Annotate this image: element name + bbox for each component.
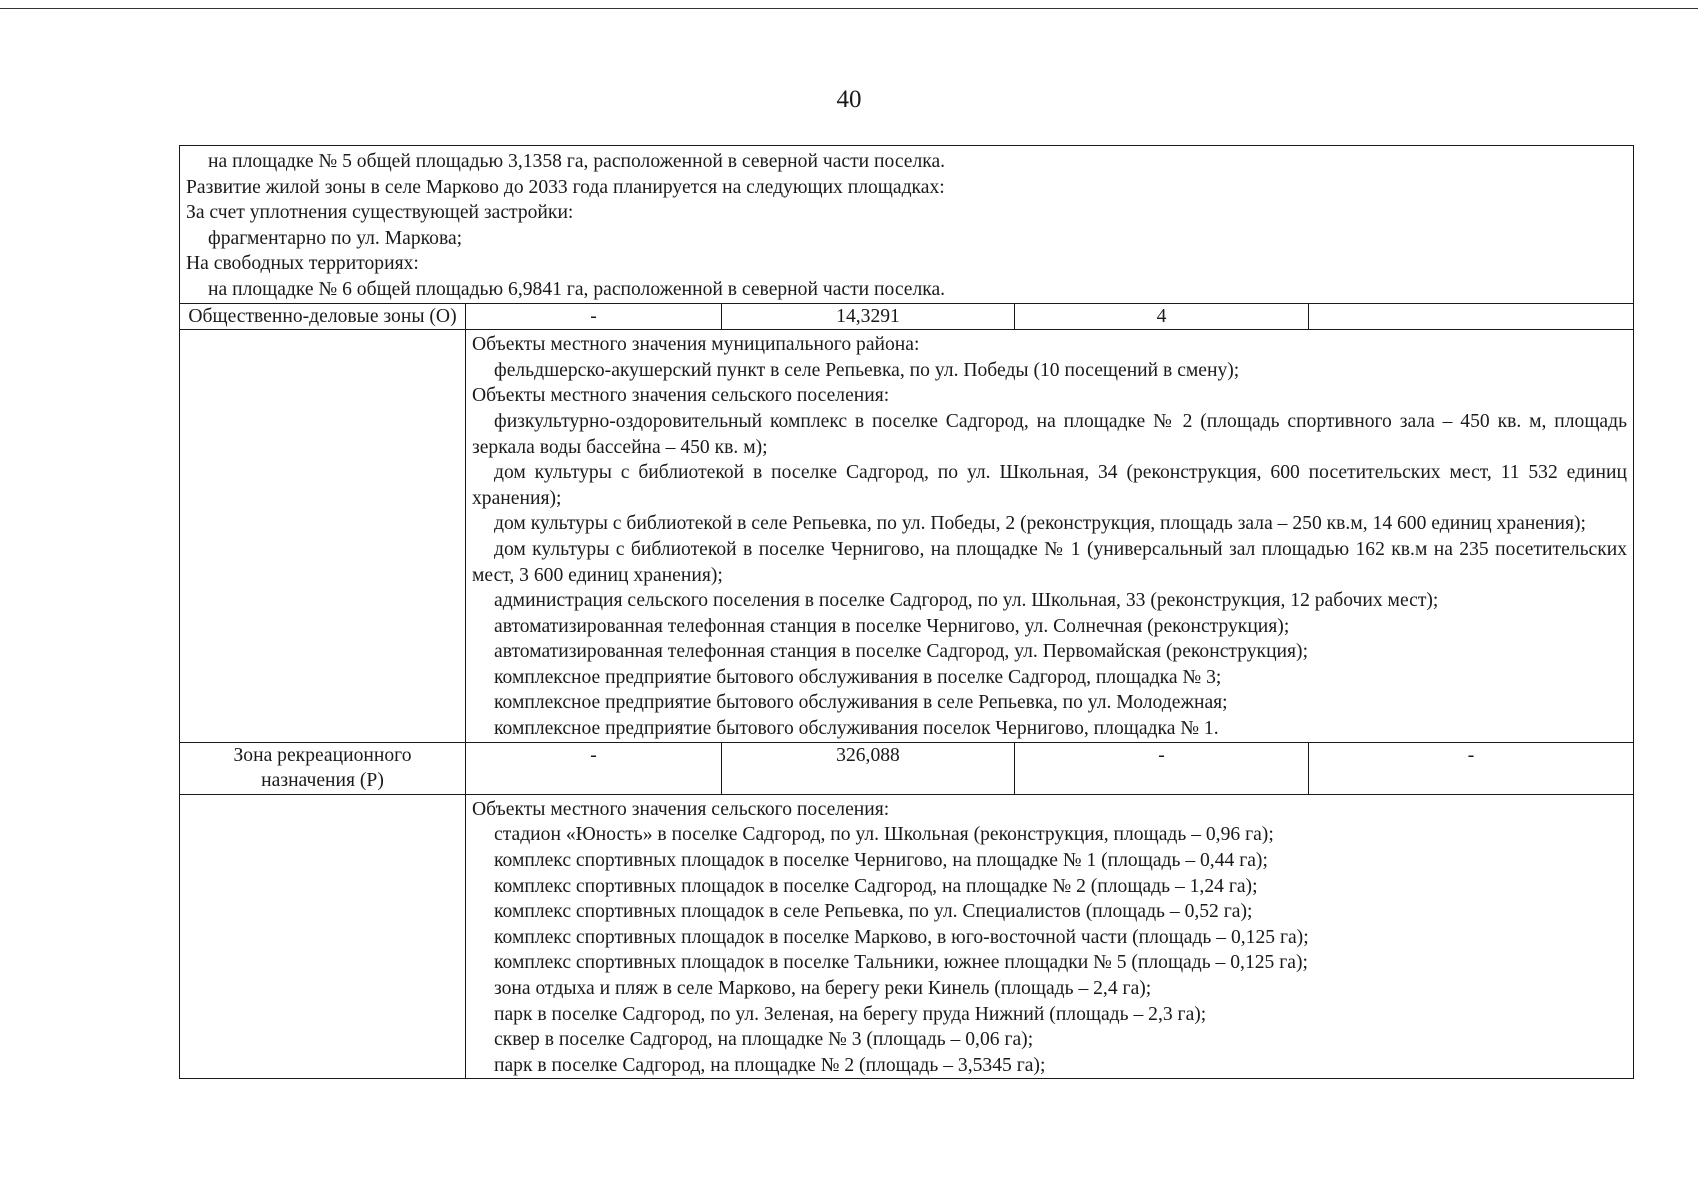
text-line: автоматизированная телефонная станция в поселке Чернигово, ул. Солнечная (реконструкция); [494, 615, 1290, 637]
text-line: комплексное предприятие бытового обслуживания в селе Репьевка, по ул. Молодежная; [494, 692, 1228, 714]
intro-row [180, 146, 1634, 304]
intro-cell [180, 146, 1634, 304]
page-number: 40 [836, 86, 862, 113]
text-line: фельдшерско-акушерский пункт в селе Репьевка, по ул. Победы (10 посещений в смену); [494, 359, 1240, 381]
zone-value-cell [1309, 303, 1634, 330]
text-line: комплекс спортивных площадок в поселке Чернигово, на площадке № 1 (площадь – 0,44 га); [494, 850, 1268, 872]
text-line: комплекс спортивных площадок в поселке Садгород, на площадке № 2 (площадь – 1,24 га); [494, 875, 1258, 897]
text-line: На свободных территориях: [186, 253, 419, 275]
text-line: парк в поселке Садгород, по ул. Зеленая, на берегу пруда Нижний (площадь – 2,3 га); [494, 1003, 1207, 1025]
zone-details-cell [466, 794, 1634, 1079]
zone-row-recreation [180, 742, 1634, 794]
text-line: дом культуры с библиотекой в поселке Чернигово, на площадке № 1 (универсальный зал площадью 162 кв.м на 235 посетительских мест, 3 600 единиц хранения); [472, 538, 1628, 586]
text-line: комплекс спортивных площадок в поселке Марково, в юго-восточной части (площадь – 0,125 га); [494, 926, 1309, 948]
zoning-table [179, 145, 1634, 1079]
text-line: комплекс спортивных площадок в поселке Тальники, южнее площадки № 5 (площадь – 0,125 га); [494, 952, 1308, 974]
zone-details-cell [466, 330, 1634, 743]
top-edge-rule [0, 8, 1698, 9]
text-line: зона отдыха и пляж в селе Марково, на берегу реки Кинель (площадь – 2,4 га); [494, 978, 1152, 999]
zone-row-public-business [180, 303, 1634, 330]
zone-value-cell: 4 [1015, 303, 1309, 330]
zone-value-cell: - [466, 742, 722, 794]
text-line: администрация сельского поселения в поселке Садгород, по ул. Школьная, 33 (реконструкция, 12 рабочих мест); [494, 590, 1439, 612]
zone-details-text [472, 797, 1627, 1079]
zone-details-row-recreation [180, 794, 1634, 1079]
text-line: За счет уплотнения существующей застройки: [186, 202, 574, 224]
intro-text-block [186, 149, 1627, 303]
zone-name-cell: Зона рекреационного назначения (Р) [180, 742, 466, 794]
zone-value-cell: - [1015, 742, 1309, 794]
text-line: Объекты местного значения муниципального района: [472, 334, 920, 356]
text-line: автоматизированная телефонная станция в поселке Садгород, ул. Первомайская (реконструкция); [494, 641, 1309, 663]
text-line: физкультурно-оздоровительный комплекс в поселке Садгород, на площадке № 2 (площадь спортивного зала – 450 кв. м, площадь зеркала воды бассейна – 450 кв. м); [472, 410, 1628, 458]
text-line: стадион «Юность» в поселке Садгород, по ул. Школьная (реконструкция, площадь – 0,96 га); [494, 824, 1274, 846]
text-line: парк в поселке Садгород, на площадке № 2 (площадь – 3,5345 га); [494, 1054, 1046, 1076]
text-line: фрагментарно по ул. Маркова; [208, 227, 463, 249]
zoning-table-wrapper [179, 145, 1633, 1079]
text-line: дом культуры с библиотекой в селе Репьевка, по ул. Победы, 2 (реконструкция, площадь зала – 250 кв.м, 14 600 единиц хранения); [494, 513, 1586, 535]
zone-details-empty-cell [180, 794, 466, 1079]
text-line: Развитие жилой зоны в селе Марково до 2033 года планируется на следующих площадках: [186, 176, 945, 198]
zone-details-text [472, 332, 1627, 742]
text-line: сквер в поселке Садгород, на площадке № 3 (площадь – 0,06 га); [494, 1029, 1034, 1051]
text-line: комплексное предприятие бытового обслуживания в поселке Садгород, площадка № 3; [494, 666, 1222, 688]
text-line: комплекс спортивных площадок в селе Репьевка, по ул. Специалистов (площадь – 0,52 га); [494, 901, 1253, 923]
zone-details-empty-cell [180, 330, 466, 743]
zone-value-cell: 326,088 [722, 742, 1015, 794]
zone-value-cell: 14,3291 [722, 303, 1015, 330]
text-line: Объекты местного значения сельского поселения: [472, 385, 890, 407]
zone-value-cell: - [466, 303, 722, 330]
text-line: на площадке № 5 общей площадью 3,1358 га, расположенной в северной части поселка. [208, 151, 946, 172]
zone-name-cell: Общественно-деловые зоны (О) [180, 303, 466, 330]
text-line: дом культуры с библиотекой в поселке Садгород, по ул. Школьная, 34 (реконструкция, 600 посетительских мест, 11 532 единиц хранения); [472, 462, 1628, 509]
zone-details-row-public-business [180, 330, 1634, 743]
text-line: Объекты местного значения сельского поселения: [472, 798, 890, 820]
text-line: на площадке № 6 общей площадью 6,9841 га, расположенной в северной части поселка. [208, 278, 946, 300]
text-line: комплексное предприятие бытового обслуживания поселок Чернигово, площадка № 1. [494, 718, 1219, 740]
zone-value-cell: - [1309, 742, 1634, 794]
